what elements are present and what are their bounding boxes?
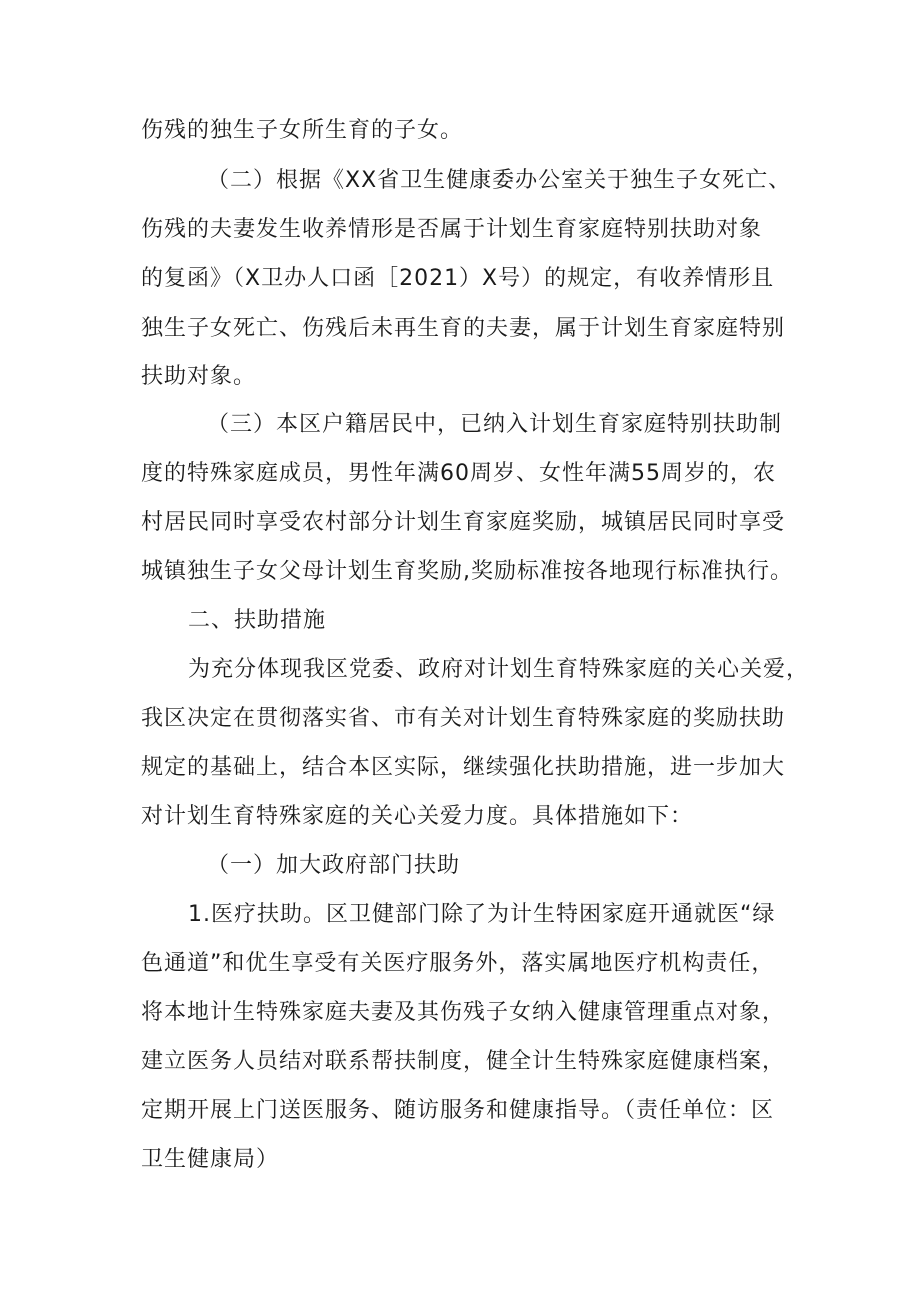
text-line: 伤残的夫妻发生收养情形是否属于计划生育家庭特别扶助对象 — [141, 217, 763, 242]
text-line: 我区决定在贯彻落实省、市有关对计划生育特殊家庭的奖励扶助 — [141, 706, 786, 731]
subsection-heading: （一）加大政府部门扶助 — [207, 853, 461, 878]
text-line: 伤残的独生子女所生育的子女。 — [141, 118, 464, 143]
paragraph-2-start: （二）根据《XX省卫生健康委办公室关于独生子女死亡、 — [207, 168, 792, 193]
text-line: 定期开展上门送医服务、随访服务和健康指导。（责任单位：区 — [141, 1098, 775, 1123]
text-line: 城镇独生子女父母计划生育奖励,奖励标准按各地现行标准执行。 — [141, 559, 793, 584]
text-line: 的复函》（X卫办人口函［2021）X号）的规定，有收养情形且 — [141, 266, 775, 291]
text-line: 规定的基础上，结合本区实际，继续强化扶助措施，进一步加大 — [141, 755, 786, 780]
text-line: 将本地计生特殊家庭夫妻及其伤残子女纳入健康管理重点对象， — [141, 1000, 786, 1025]
text-line: 建立医务人员结对联系帮扶制度，健全计生特殊家庭健康档案， — [141, 1049, 786, 1074]
text-line: 卫生健康局） — [141, 1147, 280, 1172]
paragraph-start: 1.医疗扶助。区卫健部门除了为计生特困家庭开通就医“绿 — [188, 902, 776, 927]
paragraph-start: 为充分体现我区党委、政府对计划生育特殊家庭的关心关爱， — [188, 657, 810, 682]
section-heading: 二、扶助措施 — [188, 608, 327, 633]
paragraph-3-start: （三）本区户籍居民中，已纳入计划生育家庭特别扶助制 — [207, 412, 783, 437]
text-line: 度的特殊家庭成员，男性年满60周岁、女性年满55周岁的，农 — [141, 461, 776, 486]
text-line: 色通道”和优生享受有关医疗服务外，落实属地医疗机构责任， — [141, 951, 775, 976]
text-line: 独生子女死亡、伤残后未再生育的夫妻，属于计划生育家庭特别 — [141, 316, 786, 341]
text-line: 扶助对象。 — [141, 364, 257, 389]
text-line: 对计划生育特殊家庭的关心关爱力度。具体措施如下： — [141, 804, 694, 829]
text-line: 村居民同时享受农村部分计划生育家庭奖励，城镇居民同时享受 — [141, 510, 786, 535]
